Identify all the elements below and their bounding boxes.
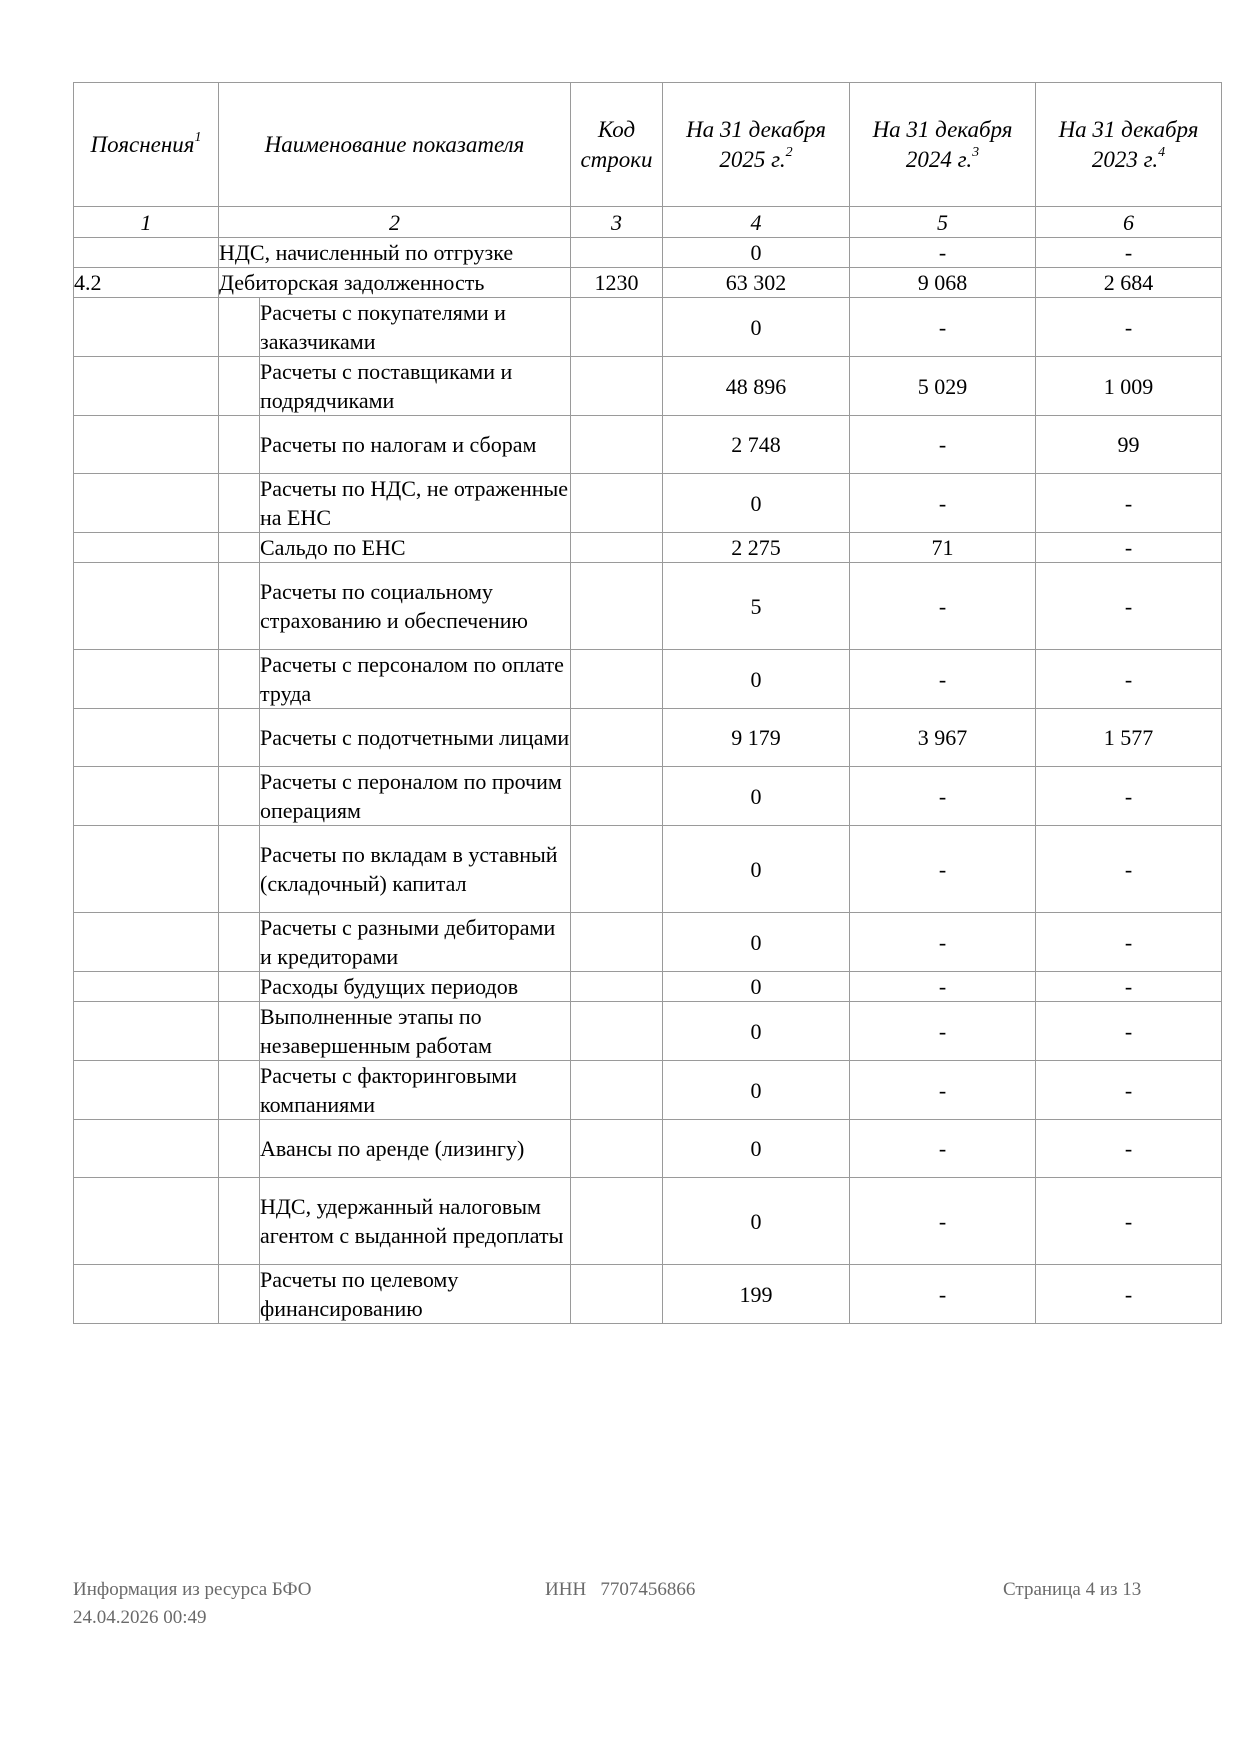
value-2025: 0 bbox=[663, 1120, 850, 1178]
note-cell bbox=[74, 826, 219, 913]
value-2023: 1 009 bbox=[1036, 357, 1222, 416]
header-2024: На 31 декабря 2024 г.$^3$ bbox=[850, 83, 1036, 207]
indent-cell bbox=[219, 474, 260, 533]
indicator-name: Расчеты с персоналом по оплате труда bbox=[260, 650, 571, 709]
value-2025: 0 bbox=[663, 972, 850, 1002]
value-2023: - bbox=[1036, 1061, 1222, 1120]
column-number-row bbox=[74, 207, 1222, 238]
value-2024: 71 bbox=[850, 533, 1036, 563]
col-number: 3 bbox=[571, 207, 663, 238]
indicator-name: Расчеты с подотчетными лицами bbox=[260, 709, 571, 767]
indent-cell bbox=[219, 1002, 260, 1061]
sub-row bbox=[74, 709, 1222, 767]
value-2024: - bbox=[850, 972, 1036, 1002]
indicator-name: Авансы по аренде (лизингу) bbox=[260, 1120, 571, 1178]
indent-cell bbox=[219, 913, 260, 972]
receivables-table bbox=[73, 82, 1222, 1324]
code-cell bbox=[571, 563, 663, 650]
value-2024: - bbox=[850, 238, 1036, 268]
value-2025: 0 bbox=[663, 298, 850, 357]
sub-row bbox=[74, 563, 1222, 650]
value-2023: - bbox=[1036, 826, 1222, 913]
indicator-name: Выполненные этапы по незавершенным работам bbox=[260, 1002, 571, 1061]
indicator-name: Дебиторская задолженность bbox=[219, 268, 571, 298]
value-2023: - bbox=[1036, 913, 1222, 972]
value-2023: - bbox=[1036, 1002, 1222, 1061]
indicator-name: Расчеты с факторинговыми компаниями bbox=[260, 1061, 571, 1120]
code-cell bbox=[571, 533, 663, 563]
note-cell bbox=[74, 767, 219, 826]
value-2025: 0 bbox=[663, 913, 850, 972]
sub-row bbox=[74, 474, 1222, 533]
value-2023: - bbox=[1036, 767, 1222, 826]
code-cell bbox=[571, 709, 663, 767]
value-2024: - bbox=[850, 563, 1036, 650]
value-2023: 1 577 bbox=[1036, 709, 1222, 767]
code-cell bbox=[571, 474, 663, 533]
note-cell bbox=[74, 972, 219, 1002]
code-cell bbox=[571, 1265, 663, 1324]
value-2023: 99 bbox=[1036, 416, 1222, 474]
indicator-name: Расчеты по налогам и сборам bbox=[260, 416, 571, 474]
indent-cell bbox=[219, 1120, 260, 1178]
footer-page: Страница 4 из 13 bbox=[1003, 1579, 1142, 1600]
value-2024: - bbox=[850, 767, 1036, 826]
indicator-name: Сальдо по ЕНС bbox=[260, 533, 571, 563]
indent-cell bbox=[219, 972, 260, 1002]
indent-cell bbox=[219, 563, 260, 650]
code-cell bbox=[571, 650, 663, 709]
code-cell bbox=[571, 1120, 663, 1178]
code-cell bbox=[571, 1061, 663, 1120]
value-2024: - bbox=[850, 650, 1036, 709]
value-2025: 2 748 bbox=[663, 416, 850, 474]
header-code: Код строки bbox=[571, 83, 663, 207]
value-2023: - bbox=[1036, 972, 1222, 1002]
value-2025: 199 bbox=[663, 1265, 850, 1324]
indicator-name: НДС, удержанный налоговым агентом с выданной предоплаты bbox=[260, 1178, 571, 1265]
header-notes: Пояснения$^1$ bbox=[74, 83, 219, 207]
sub-row bbox=[74, 1120, 1222, 1178]
value-2024: - bbox=[850, 913, 1036, 972]
code-cell bbox=[571, 238, 663, 268]
indent-cell bbox=[219, 416, 260, 474]
value-2025: 0 bbox=[663, 650, 850, 709]
value-2023: - bbox=[1036, 238, 1222, 268]
sub-row bbox=[74, 1178, 1222, 1265]
code-cell bbox=[571, 767, 663, 826]
note-cell bbox=[74, 650, 219, 709]
value-2025: 0 bbox=[663, 767, 850, 826]
indent-cell bbox=[219, 533, 260, 563]
indicator-name: Расчеты по вкладам в уставный (складочный) капитал bbox=[260, 826, 571, 913]
indicator-name: Расходы будущих периодов bbox=[260, 972, 571, 1002]
value-2024: - bbox=[850, 826, 1036, 913]
value-2023: 2 684 bbox=[1036, 268, 1222, 298]
vat-row bbox=[74, 238, 1222, 268]
value-2023: - bbox=[1036, 1265, 1222, 1324]
value-2025: 48 896 bbox=[663, 357, 850, 416]
indicator-name: Расчеты по целевому финансированию bbox=[260, 1265, 571, 1324]
value-2024: 3 967 bbox=[850, 709, 1036, 767]
note-cell bbox=[74, 474, 219, 533]
indicator-name: Расчеты с разными дебиторами и кредиторами bbox=[260, 913, 571, 972]
value-2024: - bbox=[850, 1061, 1036, 1120]
note-cell bbox=[74, 563, 219, 650]
note-cell bbox=[74, 1061, 219, 1120]
code-cell bbox=[571, 913, 663, 972]
indent-cell bbox=[219, 709, 260, 767]
code-cell bbox=[571, 298, 663, 357]
footer-inn-value: 7707456866 bbox=[600, 1579, 696, 1600]
note-cell bbox=[74, 416, 219, 474]
value-2025: 63 302 bbox=[663, 268, 850, 298]
value-2024: - bbox=[850, 1120, 1036, 1178]
value-2024: - bbox=[850, 298, 1036, 357]
col-number: 6 bbox=[1036, 207, 1222, 238]
value-2025: 0 bbox=[663, 1178, 850, 1265]
receivables-row bbox=[74, 268, 1222, 298]
value-2023: - bbox=[1036, 650, 1222, 709]
indicator-name: Расчеты по НДС, не отраженные на ЕНС bbox=[260, 474, 571, 533]
code-cell bbox=[571, 1002, 663, 1061]
indicator-name: Расчеты с поставщиками и подрядчиками bbox=[260, 357, 571, 416]
col-number: 4 bbox=[663, 207, 850, 238]
col-number: 5 bbox=[850, 207, 1036, 238]
col-number: 1 bbox=[74, 207, 219, 238]
value-2024: - bbox=[850, 474, 1036, 533]
footer-inn-label: ИНН bbox=[545, 1579, 587, 1600]
note-cell bbox=[74, 1002, 219, 1061]
code-cell: 1230 bbox=[571, 268, 663, 298]
value-2025: 0 bbox=[663, 1002, 850, 1061]
indent-cell bbox=[219, 650, 260, 709]
note-cell bbox=[74, 533, 219, 563]
indicator-name: НДС, начисленный по отгрузке bbox=[219, 238, 571, 268]
value-2025: 0 bbox=[663, 1061, 850, 1120]
sub-row bbox=[74, 533, 1222, 563]
footer-source bbox=[73, 1576, 312, 1632]
sub-row bbox=[74, 913, 1222, 972]
note-cell bbox=[74, 238, 219, 268]
value-2025: 0 bbox=[663, 474, 850, 533]
sub-row bbox=[74, 1265, 1222, 1324]
value-2025: 5 bbox=[663, 563, 850, 650]
value-2024: - bbox=[850, 1002, 1036, 1061]
value-2024: - bbox=[850, 1265, 1036, 1324]
indent-cell bbox=[219, 826, 260, 913]
value-2023: - bbox=[1036, 563, 1222, 650]
sub-row bbox=[74, 767, 1222, 826]
value-2024: 5 029 bbox=[850, 357, 1036, 416]
sub-row bbox=[74, 826, 1222, 913]
value-2025: 9 179 bbox=[663, 709, 850, 767]
header-name: Наименование показателя bbox=[219, 83, 571, 207]
note-cell bbox=[74, 913, 219, 972]
code-cell bbox=[571, 972, 663, 1002]
note-cell bbox=[74, 1120, 219, 1178]
note-cell bbox=[74, 298, 219, 357]
note-cell bbox=[74, 1265, 219, 1324]
code-cell bbox=[571, 826, 663, 913]
value-2025: 2 275 bbox=[663, 533, 850, 563]
value-2023: - bbox=[1036, 474, 1222, 533]
sub-row bbox=[74, 972, 1222, 1002]
note-cell bbox=[74, 1178, 219, 1265]
indent-cell bbox=[219, 767, 260, 826]
indent-cell bbox=[219, 1178, 260, 1265]
col-number: 2 bbox=[219, 207, 571, 238]
value-2024: - bbox=[850, 1178, 1036, 1265]
sub-row bbox=[74, 357, 1222, 416]
code-cell bbox=[571, 1178, 663, 1265]
sub-row bbox=[74, 1061, 1222, 1120]
sub-row bbox=[74, 416, 1222, 474]
indent-cell bbox=[219, 357, 260, 416]
value-2025: 0 bbox=[663, 826, 850, 913]
indent-cell bbox=[219, 1061, 260, 1120]
sub-row bbox=[74, 1002, 1222, 1061]
footer-source-text: Информация из ресурса БФО bbox=[73, 1579, 312, 1600]
header-2023: На 31 декабря 2023 г.$^4$ bbox=[1036, 83, 1222, 207]
sub-row bbox=[74, 298, 1222, 357]
indicator-name: Расчеты с пероналом по прочим операциям bbox=[260, 767, 571, 826]
code-cell bbox=[571, 416, 663, 474]
note-cell: 4.2 bbox=[74, 268, 219, 298]
note-cell bbox=[74, 357, 219, 416]
footer-datetime: 24.04.2026 00:49 bbox=[73, 1607, 207, 1628]
value-2024: - bbox=[850, 416, 1036, 474]
value-2023: - bbox=[1036, 1178, 1222, 1265]
indent-cell bbox=[219, 1265, 260, 1324]
indicator-name: Расчеты по социальному страхованию и обеспечению bbox=[260, 563, 571, 650]
value-2024: 9 068 bbox=[850, 268, 1036, 298]
indicator-name: Расчеты с покупателями и заказчиками bbox=[260, 298, 571, 357]
value-2025: 0 bbox=[663, 238, 850, 268]
value-2023: - bbox=[1036, 533, 1222, 563]
code-cell bbox=[571, 357, 663, 416]
header-2025: На 31 декабря 2025 г.$^2$ bbox=[663, 83, 850, 207]
indent-cell bbox=[219, 298, 260, 357]
value-2023: - bbox=[1036, 1120, 1222, 1178]
footer-inn bbox=[545, 1576, 695, 1604]
header-row bbox=[74, 83, 1222, 207]
sub-row bbox=[74, 650, 1222, 709]
note-cell bbox=[74, 709, 219, 767]
value-2023: - bbox=[1036, 298, 1222, 357]
